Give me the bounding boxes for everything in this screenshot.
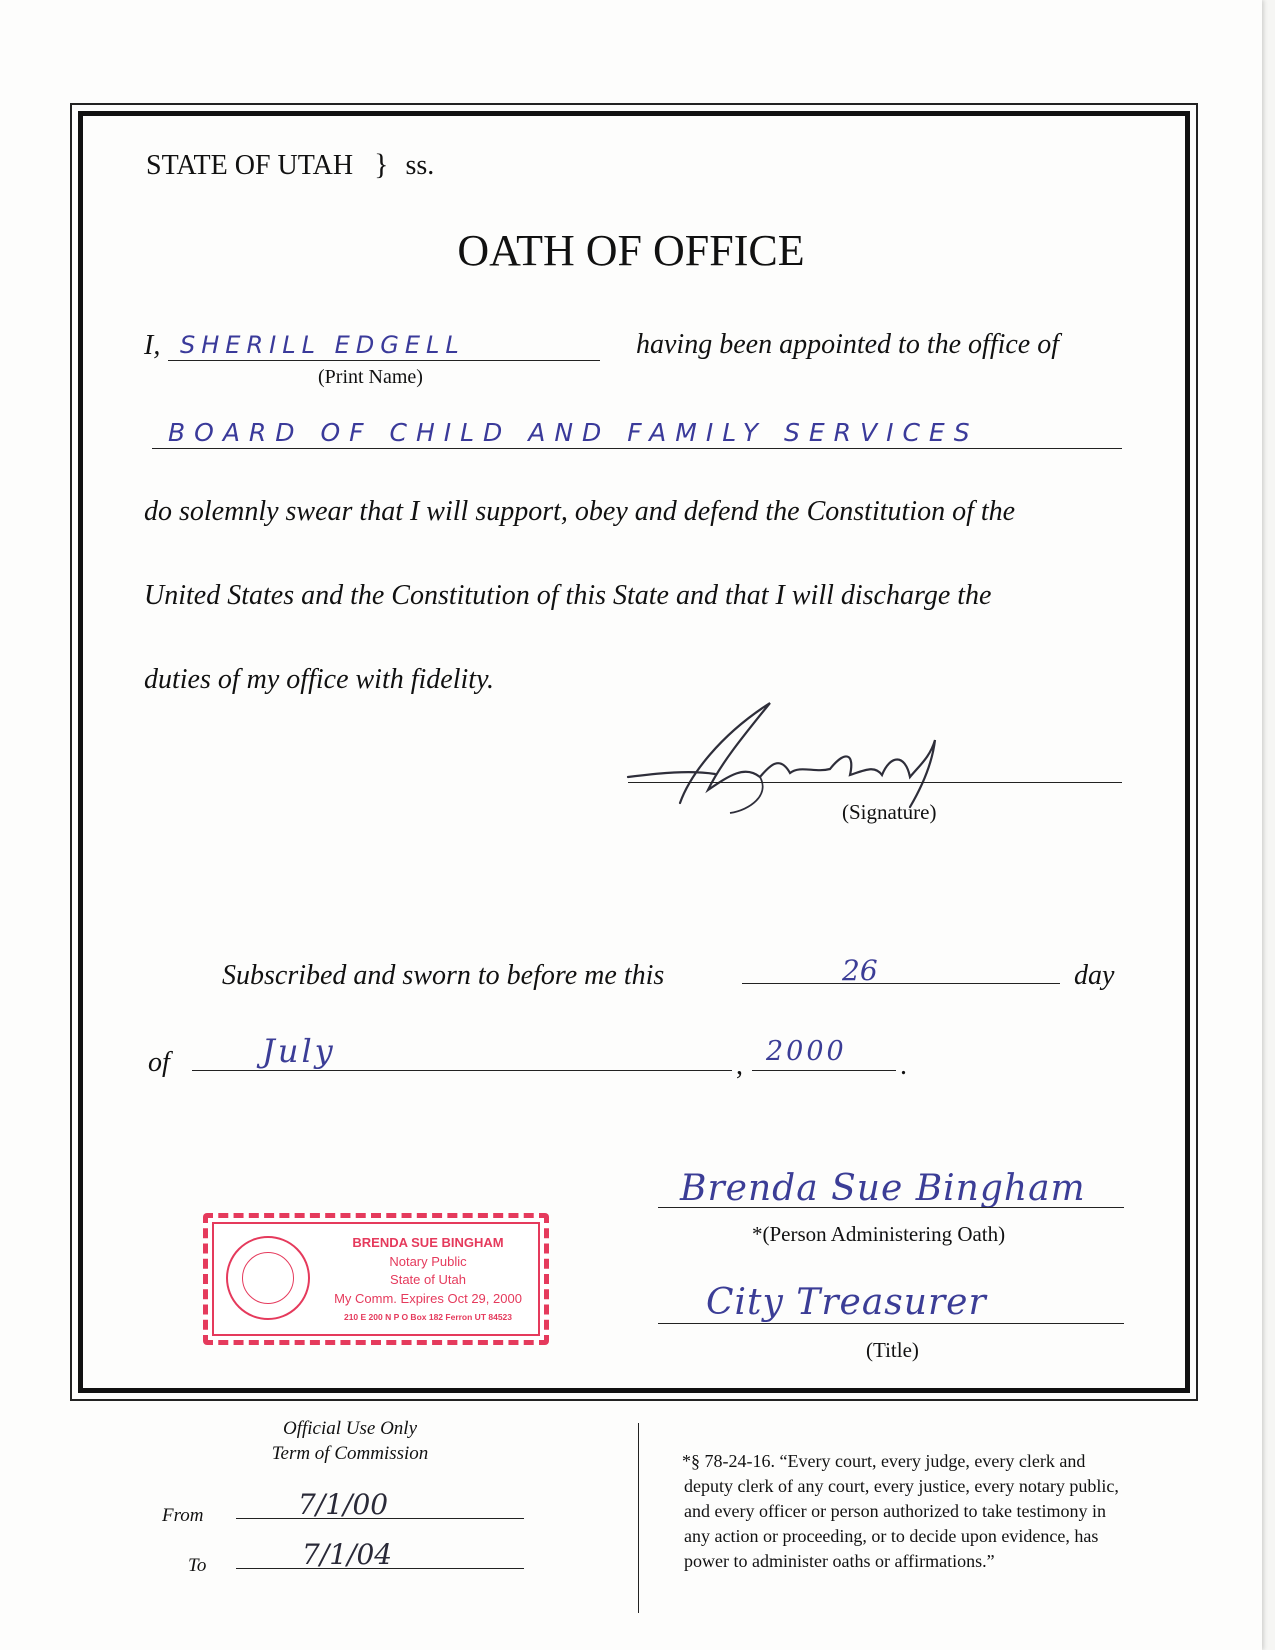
oath-body-line-1: do solemnly swear that I will support, obey and defend the Constitution of the	[144, 496, 1016, 527]
comma: ,	[736, 1050, 743, 1081]
statute-line-2: deputy clerk of any court, every justice, every notary public,	[684, 1476, 1119, 1496]
of-label: of	[148, 1047, 170, 1078]
title-value: City Treasurer	[706, 1282, 987, 1323]
oath-i-prefix: I,	[144, 330, 161, 361]
month-line	[192, 1070, 732, 1071]
document-title: OATH OF OFFICE	[457, 226, 805, 275]
state-seal-icon	[226, 1236, 310, 1320]
notary-name: BRENDA SUE BINGHAM	[352, 1235, 504, 1250]
notary-role: Notary Public	[389, 1254, 467, 1269]
statute-line-3: and every officer or person authorized to take testimony in	[684, 1501, 1107, 1521]
to-label: To	[188, 1555, 207, 1576]
month-value: July	[262, 1032, 336, 1070]
day-value: 26	[842, 954, 878, 987]
period: .	[900, 1050, 907, 1081]
day-line	[742, 983, 1060, 984]
statute-line-1: *§ 78-24-16. “Every court, every judge, every clerk and	[682, 1451, 1086, 1471]
notary-state: State of Utah	[390, 1272, 466, 1287]
administrator-label: *(Person Administering Oath)	[752, 1222, 1006, 1246]
state-heading	[146, 148, 434, 182]
administrator-line	[658, 1207, 1124, 1208]
signature-label: (Signature)	[842, 800, 937, 824]
state-brace: }	[374, 148, 389, 181]
signature-line	[628, 782, 1122, 783]
from-line	[236, 1518, 524, 1519]
statute-line-4: any action or proceeding, or to decide upon evidence, has	[684, 1526, 1099, 1546]
from-label: From	[162, 1505, 204, 1526]
notary-expires: My Comm. Expires Oct 29, 2000	[334, 1291, 522, 1306]
office-value: BOARD OF CHILD AND FAMILY SERVICES	[168, 418, 979, 447]
oath-body-line-3: duties of my office with fidelity.	[144, 664, 494, 695]
administrator-signature: Brenda Sue Bingham	[680, 1168, 1086, 1209]
to-line	[236, 1568, 524, 1569]
appointed-text: having been appointed to the office of	[636, 329, 1060, 360]
year-line	[752, 1070, 896, 1071]
office-line	[152, 448, 1122, 449]
footer-divider	[638, 1423, 639, 1613]
print-name-line	[168, 360, 600, 361]
ss-abbrev: ss.	[405, 150, 435, 181]
notary-stamp	[203, 1213, 549, 1345]
official-use-heading: Official Use Only	[282, 1418, 418, 1439]
from-value: 7/1/00	[298, 1488, 389, 1521]
to-value: 7/1/04	[302, 1538, 393, 1571]
printed-name-value: SHERILL EDGELL	[180, 331, 465, 359]
print-name-label: (Print Name)	[318, 366, 423, 388]
oath-taker-signature	[620, 695, 1000, 825]
subscribed-text: Subscribed and sworn to before me this	[222, 960, 665, 991]
statute-line-5: power to administer oaths or affirmations.”	[684, 1551, 995, 1571]
year-value: 2000	[766, 1036, 847, 1067]
day-label: day	[1074, 960, 1115, 991]
title-line	[658, 1323, 1124, 1324]
title-label: (Title)	[866, 1338, 919, 1362]
notary-address: 210 E 200 N P O Box 182 Ferron UT 84523	[343, 1312, 513, 1322]
state-name: STATE OF UTAH	[146, 150, 354, 181]
term-of-commission-heading: Term of Commission	[271, 1443, 429, 1464]
oath-body-line-2: United States and the Constitution of this State and that I will discharge the	[144, 580, 992, 611]
seal-inner-ring	[242, 1252, 294, 1304]
